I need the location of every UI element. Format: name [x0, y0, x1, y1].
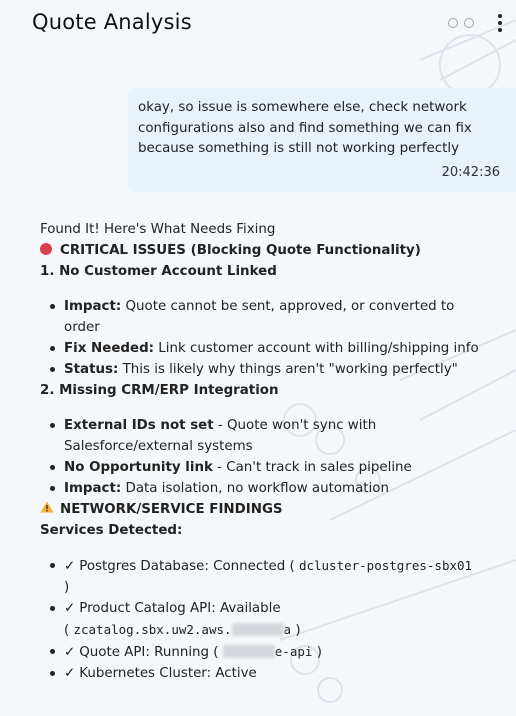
list-item: Fix Needed: Link customer account with billing/shipping info [64, 338, 480, 359]
user-message-bubble [128, 88, 516, 192]
header-actions [448, 14, 508, 32]
circle-icon[interactable] [448, 18, 458, 28]
list-item: ✓ Quote API: Running ( e-api ) [64, 641, 480, 663]
redacted-region [232, 623, 284, 636]
issue2-heading: 2. Missing CRM/ERP Integration [40, 383, 279, 398]
red-circle-icon [40, 243, 52, 255]
redacted-region [223, 645, 275, 658]
list-item: Impact: Quote cannot be sent, approved, or converted to order [64, 296, 480, 338]
assistant-message [40, 219, 480, 684]
list-item: Status: This is likely why things aren't "working perfectly" [64, 359, 480, 380]
services-list [40, 555, 480, 684]
critical-issues-heading: CRITICAL ISSUES (Blocking Quote Functionality) [36, 240, 480, 261]
page-title: Quote Analysis [32, 10, 192, 34]
assistant-intro: Found It! Here's What Needs Fixing [40, 222, 276, 237]
list-item: No Opportunity link - Can't track in sales pipeline [64, 457, 480, 478]
list-item: Impact: Data isolation, no workflow automation [64, 478, 480, 499]
user-message-text: okay, so issue is somewhere else, check network configurations also and find something we can fix because something is still not working perfectly [138, 100, 472, 156]
more-options-icon[interactable] [492, 14, 508, 32]
issue2-list [40, 415, 480, 499]
user-message-timestamp: 20:42:36 [441, 165, 500, 180]
list-item: External IDs not set - Quote won't sync with Salesforce/external systems [64, 415, 480, 457]
issue1-heading: 1. No Customer Account Linked [40, 264, 277, 279]
circle-icon-2[interactable] [464, 18, 474, 28]
list-item: ✓ Kubernetes Cluster: Active [64, 663, 480, 684]
warning-icon [40, 499, 54, 520]
header [0, 0, 516, 48]
list-item: ✓ Product Catalog API: Available ( zcatalog.sbx.uw2.aws. a ) [64, 598, 480, 641]
network-findings-heading: NETWORK/SERVICE FINDINGS [36, 499, 480, 520]
services-heading: Services Detected: [40, 523, 183, 538]
list-item: ✓ Postgres Database: Connected ( dcluster-postgres-sbx01 ) [64, 555, 480, 598]
issue1-list [40, 296, 480, 380]
